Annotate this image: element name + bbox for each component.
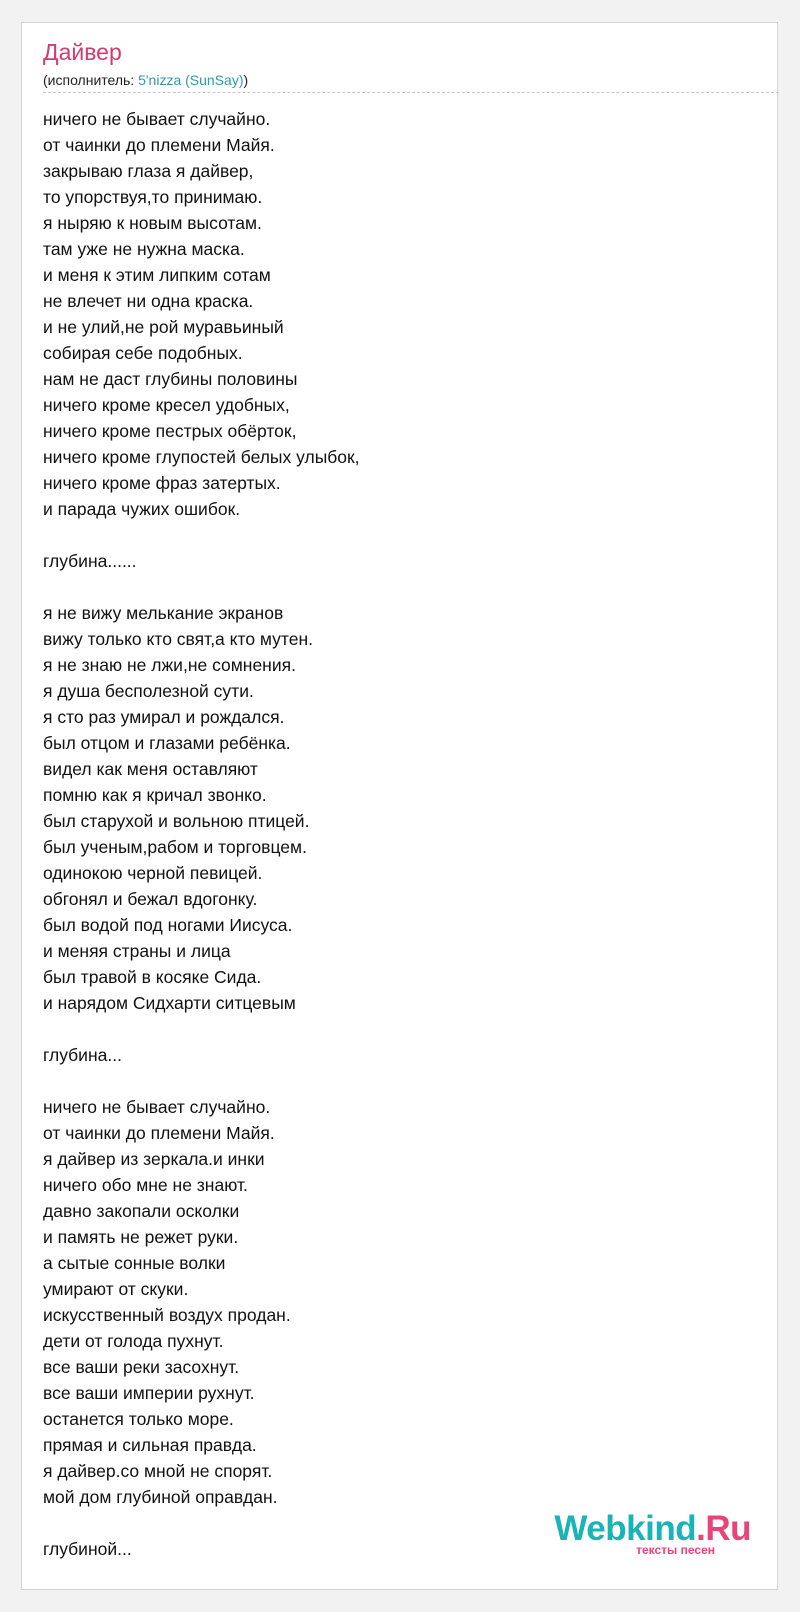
lyric-line: мой дом глубиной оправдан. (43, 1487, 278, 1507)
lyric-line: я не знаю не лжи,не сомнения. (43, 655, 296, 675)
lyric-line: помню как я кричал звонко. (43, 785, 267, 805)
lyric-blank-line (43, 1016, 743, 1042)
lyric-line: вижу только кто свят,а кто мутен. (43, 629, 313, 649)
lyric-line: я не вижу мелькание экранов (43, 603, 284, 623)
lyric-line: видел как меня оставляют (43, 759, 258, 779)
lyric-line: останется только море. (43, 1409, 234, 1429)
artist-line (43, 73, 248, 87)
lyric-line: искусственный воздух продан. (43, 1305, 291, 1325)
lyrics-text (43, 106, 743, 1562)
lyric-line: я ныряю к новым высотам. (43, 213, 262, 233)
lyric-line: от чаинки до племени Майя. (43, 135, 275, 155)
lyric-line: был старухой и вольною птицей. (43, 811, 310, 831)
lyric-line: и меняя страны и лица (43, 941, 231, 961)
lyric-line: нам не даст глубины половины (43, 369, 298, 389)
lyric-line: собирая себе подобных. (43, 343, 243, 363)
artist-link[interactable]: 5'nizza (SunSay) (138, 72, 244, 88)
header-divider (43, 92, 779, 93)
lyric-line: от чаинки до племени Майя. (43, 1123, 275, 1143)
lyric-line: ничего кроме кресел удобных, (43, 395, 290, 415)
lyric-line: прямая и сильная правда. (43, 1435, 257, 1455)
lyric-blank-line (43, 1068, 743, 1094)
lyric-line: а сытые сонные волки (43, 1253, 226, 1273)
lyric-line: глубина...... (43, 551, 137, 571)
lyric-line: ничего кроме глупостей белых улыбок, (43, 447, 360, 467)
lyric-line: закрываю глаза я дайвер, (43, 161, 254, 181)
lyric-line: обгонял и бежал вдогонку. (43, 889, 258, 909)
site-logo (554, 1511, 751, 1546)
artist-suffix: ) (243, 72, 249, 88)
lyric-line: ничего не бывает случайно. (43, 1097, 271, 1117)
song-title: Дайвер (43, 39, 122, 65)
lyric-line: и нарядом Сидхарти ситцевым (43, 993, 296, 1013)
logo-tld-text: .Ru (696, 1509, 751, 1548)
site-watermark (551, 1511, 751, 1561)
lyric-line: и память не режет руки. (43, 1227, 239, 1247)
lyric-line: дети от голода пухнут. (43, 1331, 224, 1351)
lyric-line: глубина... (43, 1045, 122, 1065)
lyric-line: одинокою черной певицей. (43, 863, 263, 883)
lyric-line: то упорствуя,то принимаю. (43, 187, 263, 207)
lyric-line: все ваши реки засохнут. (43, 1357, 240, 1377)
lyric-line: ничего кроме фраз затертых. (43, 473, 281, 493)
lyric-line: ничего кроме пестрых обёрток, (43, 421, 297, 441)
lyric-line: ничего не бывает случайно. (43, 109, 271, 129)
lyric-line: все ваши империи рухнут. (43, 1383, 255, 1403)
artist-prefix: (исполнитель: (43, 72, 139, 88)
lyric-blank-line (43, 574, 743, 600)
lyric-line: и меня к этим липким сотам (43, 265, 271, 285)
lyric-line: я дайвер.со мной не спорят. (43, 1461, 273, 1481)
lyric-line: я сто раз умирал и рождался. (43, 707, 285, 727)
lyric-line: был отцом и глазами ребёнка. (43, 733, 291, 753)
logo-tagline: тексты песен (636, 1543, 715, 1557)
lyric-line: я душа бесполезной сути. (43, 681, 254, 701)
lyric-line: и парада чужих ошибок. (43, 499, 241, 519)
lyric-line: был водой под ногами Иисуса. (43, 915, 293, 935)
lyric-line: был ученым,рабом и торговцем. (43, 837, 307, 857)
lyric-line: не влечет ни одна краска. (43, 291, 254, 311)
lyric-line: глубиной... (43, 1539, 132, 1559)
lyric-line: там уже не нужна маска. (43, 239, 245, 259)
lyric-line: умирают от скуки. (43, 1279, 189, 1299)
lyric-line: давно закопали осколки (43, 1201, 240, 1221)
lyrics-card (21, 22, 778, 1590)
lyric-line: я дайвер из зеркала.и инки (43, 1149, 265, 1169)
lyric-blank-line (43, 522, 743, 548)
lyric-line: был травой в косяке Сида. (43, 967, 262, 987)
lyric-line: и не улий,не рой муравьиный (43, 317, 284, 337)
lyric-line: ничего обо мне не знают. (43, 1175, 248, 1195)
logo-main-text: Webkind (554, 1509, 697, 1548)
